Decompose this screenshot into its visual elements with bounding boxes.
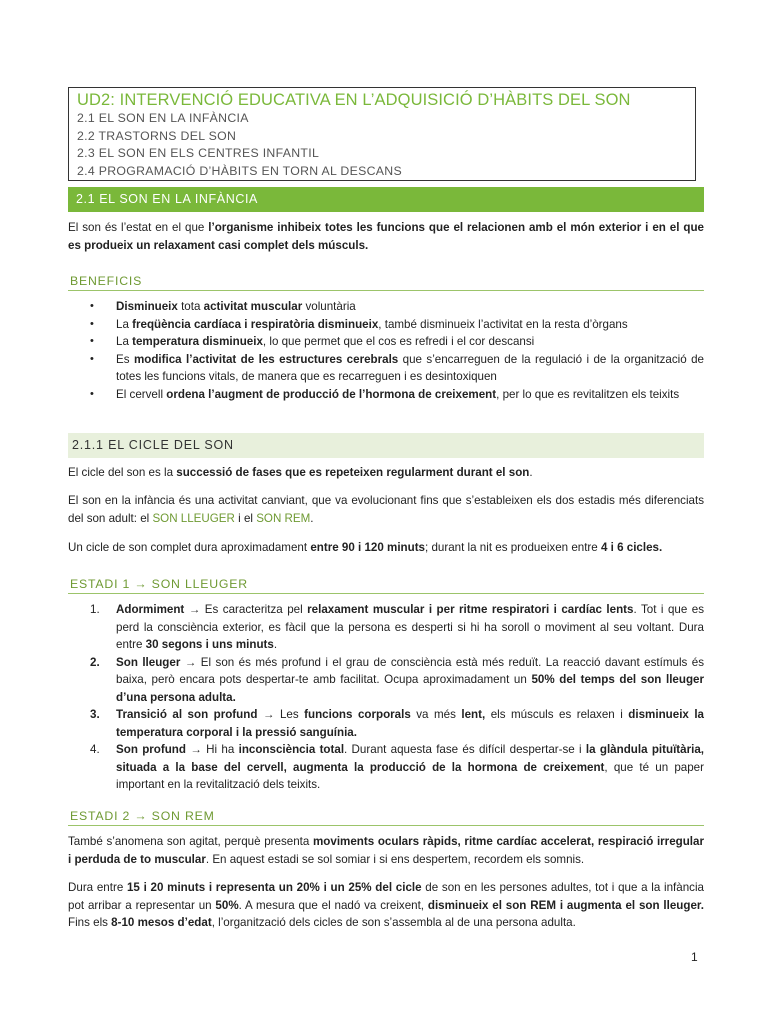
- estadi2-heading: ESTADI 2 → SON REM: [68, 808, 704, 826]
- estadi1-list: [68, 601, 704, 794]
- list-item-text: Son profund → Hi ha inconsciència total. Durant aquesta fase és difícil despertar-se i la glàndula pituïtària, situada a la base del cervell, augmenta la producció de la hormona de creixement, que té un paper important en la revitalització dels teixits.: [116, 743, 705, 791]
- list-item: [68, 351, 704, 386]
- bullet-icon: •: [90, 352, 94, 365]
- list-item-text: Transició al son profund → Les funcions corporals va més lent, els músculs es relaxen i disminueix la temperatura corporal i la pressió sanguínia.: [116, 708, 705, 739]
- list-item-text: La freqüència cardíaca i respiratòria disminueix, també disminueix l’activitat en la resta d’òrgans: [116, 317, 628, 331]
- list-item: [68, 333, 704, 351]
- toc-item: 2.1 EL SON EN LA INFÀNCIA: [77, 111, 249, 125]
- bullet-icon: •: [90, 387, 94, 400]
- list-number: 3.: [90, 708, 100, 721]
- list-number: 2.: [90, 655, 100, 669]
- cicle-paragraph: El cicle del son es la successió de fases que es repeteixen regularment durant el son.: [68, 466, 533, 479]
- toc-item: 2.4 PROGRAMACIÓ D’HÀBITS EN TORN AL DESCANS: [77, 163, 402, 178]
- list-item-text: Es modifica l’activitat de les estructures cerebrals que s’encarreguen de la regulació i de la organització de totes les funcions vitals, de manera que es recarreguen i es desintoxiquen: [116, 352, 704, 383]
- list-item: [68, 601, 704, 654]
- cicle-paragraph: Un cicle de son complet dura aproximadament entre 90 i 120 minuts; durant la nit es produeixen entre 4 i 6 cicles.: [68, 541, 663, 554]
- list-item: [68, 741, 704, 794]
- estadi1-heading: ESTADI 1 → SON LLEUGER: [68, 576, 704, 594]
- unit-title: UD2: INTERVENCIÓ EDUCATIVA EN L’ADQUISICIÓ D’HÀBITS DEL SON: [77, 91, 631, 109]
- list-item: [68, 386, 704, 404]
- list-number: 4.: [90, 743, 100, 756]
- list-item-text: Disminueix tota activitat muscular voluntària: [116, 300, 356, 313]
- toc-item: 2.2 TRASTORNS DEL SON: [77, 128, 237, 143]
- estadi2-paragraph: Dura entre 15 i 20 minuts i representa un 20% i un 25% del cicle de son en les persones adultes, tot i que a la infància pot arribar a representar un 50%. A mesura que el nadó va creixent, disminueix el son REM i augmenta el son lleuger. Fins els 8-10 mesos d’edat, l’organització dels cicles de son s’assembla al de una persona adulta.: [68, 881, 705, 929]
- intro-paragraph: El son és l’estat en el que l’organisme inhibeix totes les funcions que el relacionen amb el món exterior i en el que es produeix un relaxament casi complet dels músculs.: [68, 221, 704, 252]
- list-item-text: Adormiment → Es caracteritza pel relaxament muscular i per ritme respiratori i cardíac lents. Tot i que es perd la consciència exterior, es fàcil que la persona es desperti si hi ha soroll o moviment al seu voltant. Dura entre 30 segons i uns minuts.: [116, 603, 705, 651]
- list-item: [68, 298, 704, 316]
- bullet-icon: •: [90, 335, 94, 347]
- cicle-paragraph: El son en la infància és una activitat canviant, que va evolucionant fins que s’estableixen els dos estadis més diferenciats del son adult: el SON LLEUGER i el SON REM.: [68, 494, 704, 525]
- list-item: [68, 706, 704, 741]
- list-number: 1.: [90, 603, 100, 616]
- estadi2-paragraph: També s’anomena son agitat, perquè presenta moviments oculars ràpids, ritme cardíac accelerat, respiració irregular i perduda de to muscular. En aquest estadi se sol somiar i si ens despertem, recordem els somnis.: [68, 835, 704, 866]
- beneficis-heading: BENEFICIS: [68, 273, 704, 291]
- table-of-contents: [68, 87, 696, 181]
- beneficis-list: [68, 298, 704, 403]
- toc-item: 2.3 EL SON EN ELS CENTRES INFANTIL: [77, 146, 320, 160]
- list-item-text: La temperatura disminueix, lo que permet que el cos es refredi i el cor descansi: [116, 335, 535, 348]
- bullet-icon: •: [90, 317, 94, 330]
- list-item-text: El cervell ordena l’augment de producció de l’hormona de creixement, per lo que es revitalitzen els teixits: [116, 387, 680, 401]
- list-item: [68, 654, 704, 707]
- section-heading: 2.1 EL SON EN LA INFÀNCIA: [68, 187, 704, 212]
- page-number: 1: [691, 950, 698, 964]
- cicle-heading: 2.1.1 EL CICLE DEL SON: [68, 433, 704, 458]
- bullet-icon: •: [90, 300, 94, 312]
- list-item-text: Son lleuger → El son és més profund i el grau de consciència està més reduït. La reacció davant estímuls és baixa, però encara pots despertar-te amb facilitat. Ocupa aproximadament un 50% del temps del son lleuger d’una persona adulta.: [116, 655, 704, 704]
- list-item: [68, 316, 704, 334]
